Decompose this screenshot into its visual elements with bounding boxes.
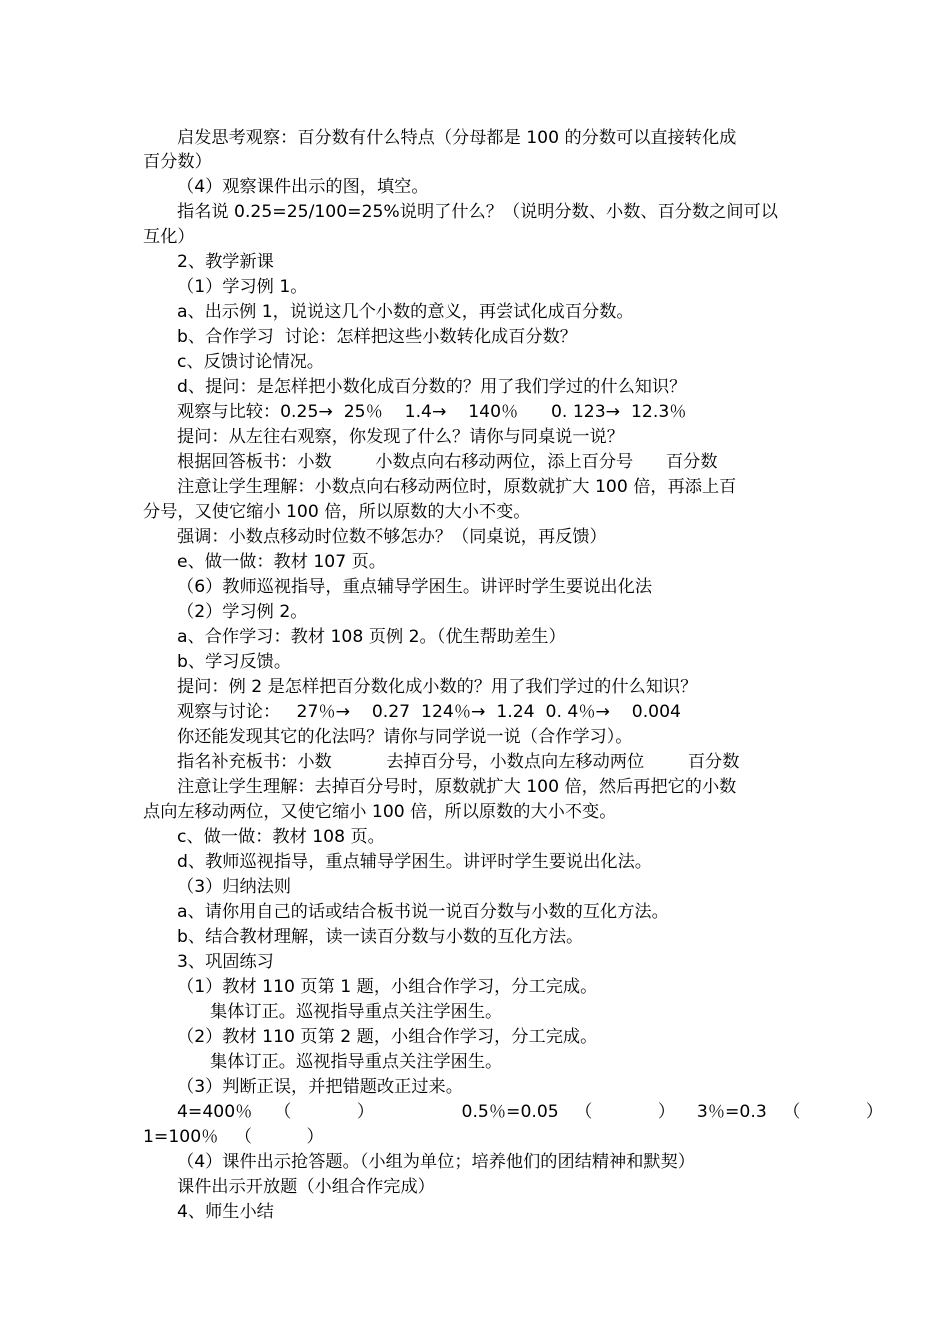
paragraph-line: 分号，又使它缩小 100 倍，所以原数的大小不变。 xyxy=(143,502,531,522)
paragraph-line: 观察与比较：0.25→ 25％ 1.4→ 140％ 0. 123→ 12.3％ xyxy=(177,402,687,422)
paragraph-line: 根据回答板书：小数 小数点向右移动两位，添上百分号 百分数 xyxy=(177,452,718,472)
paragraph-line: 互化） xyxy=(143,227,195,247)
paragraph-line: 点向左移动两位，又使它缩小 100 倍，所以原数的大小不变。 xyxy=(143,802,617,822)
paragraph-line: c、反馈讨论情况。 xyxy=(177,352,324,372)
section-heading: 4、师生小结 xyxy=(177,1202,274,1222)
paragraph-line: b、学习反馈。 xyxy=(177,652,292,672)
paragraph-line: d、提问：是怎样把小数化成百分数的？用了我们学过的什么知识？ xyxy=(177,377,687,397)
subsection-heading: （1）学习例 1。 xyxy=(177,277,308,297)
subsection-heading: （3）归纳法则 xyxy=(177,877,292,897)
paragraph-line: c、做一做：教材 108 页。 xyxy=(177,827,385,847)
paragraph-line: （6）教师巡视指导，重点辅导学困生。讲评时学生要说出化法 xyxy=(177,577,653,597)
paragraph-line: （2）教材 110 页第 2 题，小组合作学习，分工完成。 xyxy=(177,1027,598,1047)
paragraph-line: 启发思考观察：百分数有什么特点（分母都是 100 的分数可以直接转化成 xyxy=(177,128,737,148)
paragraph-line: 课件出示开放题（小组合作完成） xyxy=(177,1177,435,1197)
paragraph-line: 指名补充板书：小数 去掉百分号，小数点向左移动两位 百分数 xyxy=(177,752,740,772)
paragraph-line: （3）判断正误，并把错题改正过来。 xyxy=(177,1077,463,1097)
paragraph-line: b、结合教材理解，读一读百分数与小数的互化方法。 xyxy=(177,927,584,947)
paragraph-line: 集体订正。巡视指导重点关注学困生。 xyxy=(210,1052,503,1072)
paragraph-line: （4）观察课件出示的图，填空。 xyxy=(177,177,429,197)
section-heading: 3、巩固练习 xyxy=(177,952,274,972)
paragraph-line: 百分数） xyxy=(143,152,212,172)
paragraph-line: a、请你用自己的话或结合板书说一说百分数与小数的互化方法。 xyxy=(177,902,669,922)
paragraph-line: 提问：从左往右观察，你发现了什么？请你与同桌说一说？ xyxy=(177,427,624,447)
exercise-line: 4=400％ （ ） 0.5％=0.05 （ ） 3％=0.3 （ ） xyxy=(177,1102,884,1122)
subsection-heading: （2）学习例 2。 xyxy=(177,602,308,622)
section-heading: 2、教学新课 xyxy=(177,252,274,272)
paragraph-line: 指名说 0.25=25/100=25%说明了什么？（说明分数、小数、百分数之间可以 xyxy=(177,202,778,222)
exercise-line: 1=100％ （ ） xyxy=(143,1127,324,1147)
paragraph-line: 注意让学生理解：小数点向右移动两位时，原数就扩大 100 倍，再添上百 xyxy=(177,477,737,497)
paragraph-line: （1）教材 110 页第 1 题，小组合作学习，分工完成。 xyxy=(177,977,598,997)
paragraph-line: （4）课件出示抢答题。（小组为单位；培养他们的团结精神和默契） xyxy=(177,1152,695,1172)
paragraph-line: b、合作学习 讨论：怎样把这些小数转化成百分数？ xyxy=(177,327,577,347)
paragraph-line: a、合作学习：教材 108 页例 2。（优生帮助差生） xyxy=(177,627,566,647)
paragraph-line: 你还能发现其它的化法吗？请你与同学说一说（合作学习）。 xyxy=(177,727,633,747)
paragraph-line: d、教师巡视指导，重点辅导学困生。讲评时学生要说出化法。 xyxy=(177,852,652,872)
paragraph-line: 观察与讨论： 27％→ 0.27 124％→ 1.24 0. 4％→ 0.004 xyxy=(177,702,681,722)
paragraph-line: 提问：例 2 是怎样把百分数化成小数的？用了我们学过的什么知识？ xyxy=(177,677,698,697)
paragraph-line: e、做一做：教材 107 页。 xyxy=(177,552,386,572)
paragraph-line: 注意让学生理解：去掉百分号时，原数就扩大 100 倍，然后再把它的小数 xyxy=(177,777,737,797)
paragraph-line: 强调：小数点移动时位数不够怎办？（同桌说，再反馈） xyxy=(177,527,607,547)
paragraph-line: a、出示例 1，说说这几个小数的意义，再尝试化成百分数。 xyxy=(177,302,634,322)
paragraph-line: 集体订正。巡视指导重点关注学困生。 xyxy=(210,1002,503,1022)
